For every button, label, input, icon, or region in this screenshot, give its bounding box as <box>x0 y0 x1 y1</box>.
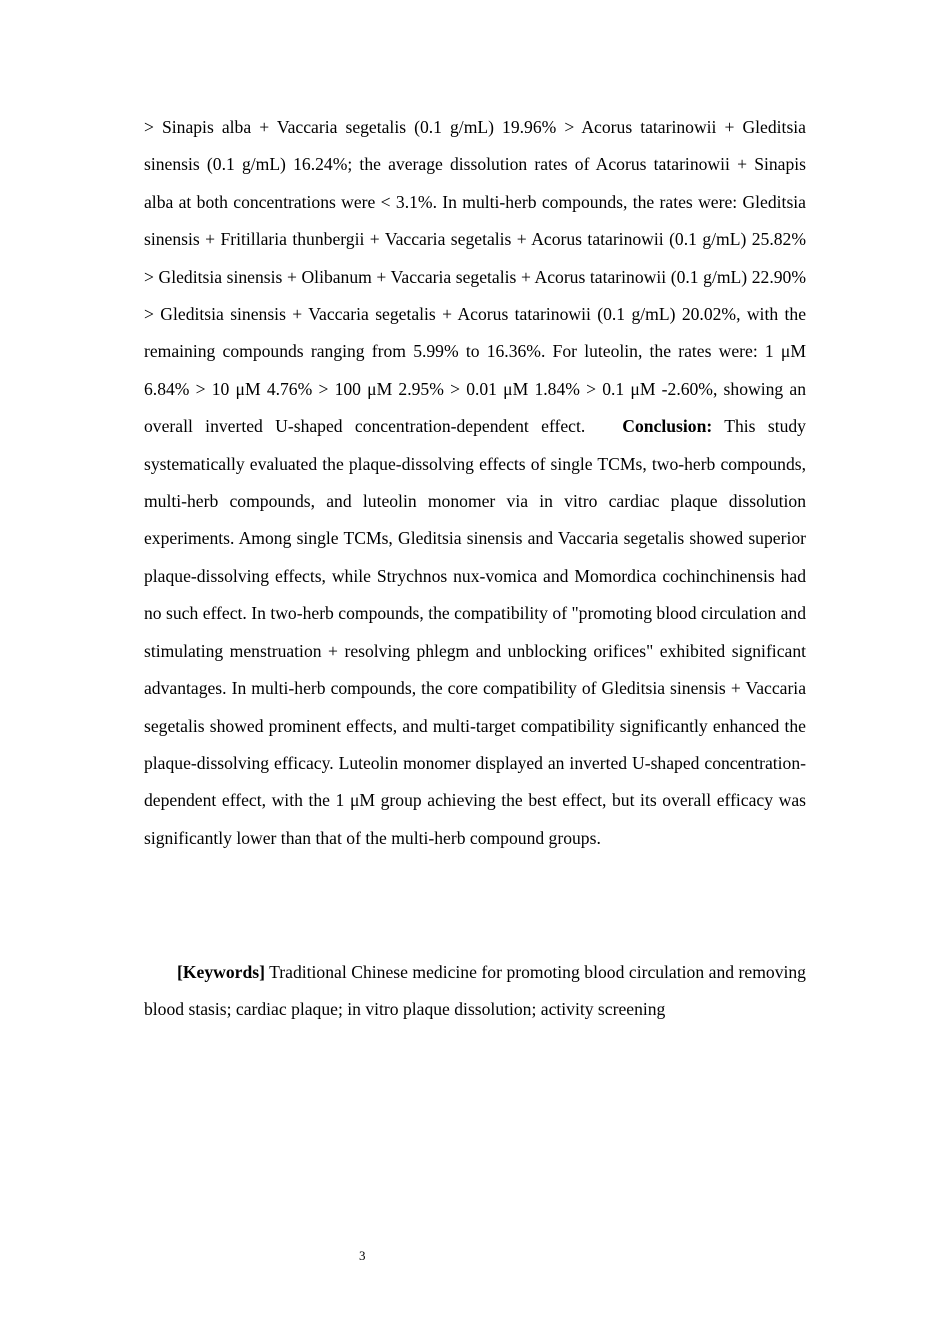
abstract-paragraph <box>144 109 806 857</box>
abstract-results-text: > Sinapis alba + Vaccaria segetalis (0.1 g/mL) 19.96% > Acorus tatarinowii + Gleditsia sinensis (0.1 g/mL) 16.24%; the average dissolution rates of Acorus tatarinowii + Sinapis alba at both concentrations were < 3.1%. In multi-herb compounds, the rates were: Gleditsia sinensis + Fritillaria thunbergii + Vaccaria segetalis + Acorus tatarinowii (0.1 g/mL) 25.82% > Gleditsia sinensis + Olibanum + Vaccaria segetalis + Acorus tatarinowii (0.1 g/mL) 22.90% > Gleditsia sinensis + Vaccaria segetalis + Acorus tatarinowii (0.1 g/mL) 20.02%, with the remaining compounds ranging from 5.99% to 16.36%. For luteolin, the rates were: 1 μM 6.84% > 10 μM 4.76% > 100 μM 2.95% > 0.01 μM 1.84% > 0.1 μM -2.60%, showing an overall inverted U-shaped concentration-dependent effect. <box>144 117 806 437</box>
conclusion-label: Conclusion: <box>622 416 713 437</box>
keywords-label: [Keywords] <box>177 962 265 982</box>
keywords-paragraph <box>144 954 806 1029</box>
page-number: 3 <box>359 1248 366 1263</box>
keywords-text: Traditional Chinese medicine for promoting blood circulation and removing blood stasis; cardiac plaque; in vitro plaque dissolution; activity screening <box>144 962 806 1020</box>
conclusion-text: This study systematically evaluated the plaque-dissolving effects of single TCMs, two-herb compounds, multi-herb compounds, and luteolin monomer via in vitro cardiac plaque dissolution experiments. Among single TCMs, Gleditsia sinensis and Vaccaria segetalis showed superior plaque-dissolving effects, while Strychnos nux-vomica and Momordica cochinchinensis had no such effect. In two-herb compounds, the compatibility of "promoting blood circulation and stimulating menstruation + resolving phlegm and unblocking orifices" exhibited significant advantages. In multi-herb compounds, the core compatibility of Gleditsia sinensis + Vaccaria segetalis showed prominent effects, and multi-target compatibility significantly enhanced the plaque-dissolving efficacy. Luteolin monomer displayed an inverted U-shaped concentration-dependent effect, with the 1 μM group achieving the best effect, but its overall efficacy was significantly lower than that of the multi-herb compound groups. <box>144 416 806 848</box>
